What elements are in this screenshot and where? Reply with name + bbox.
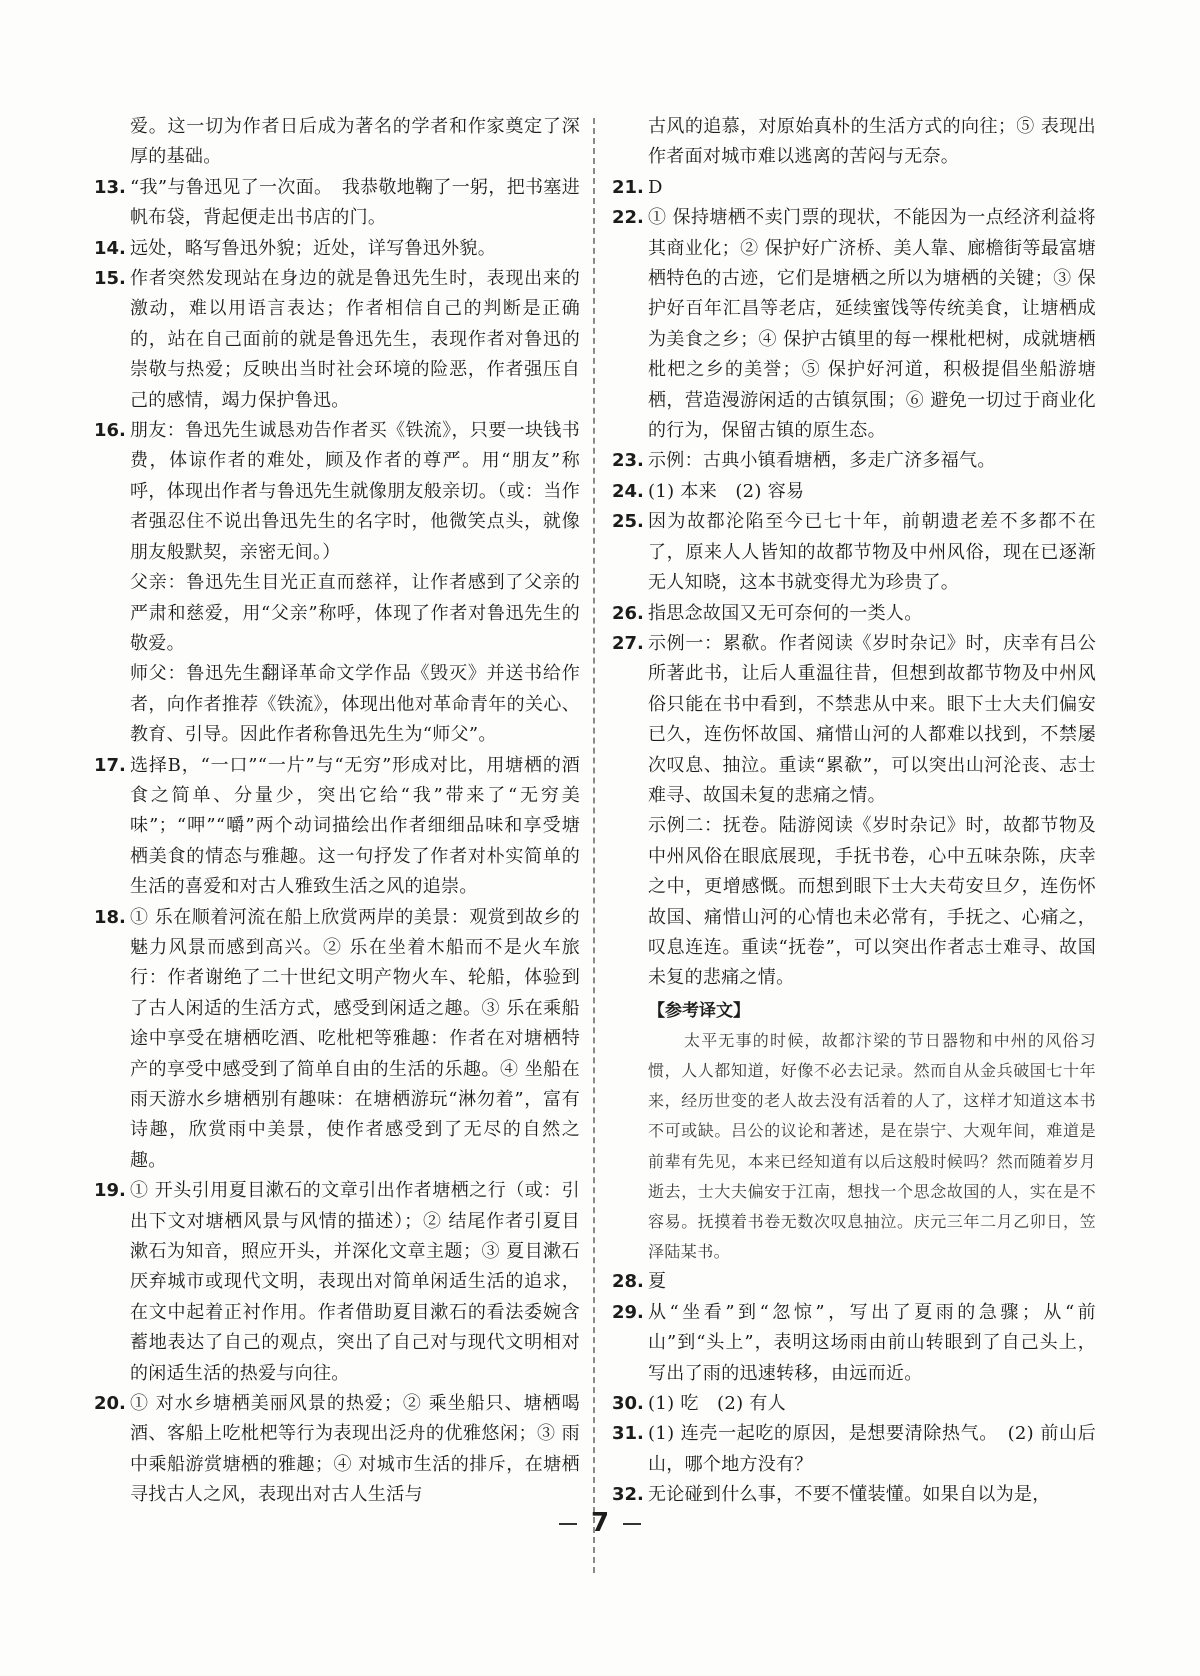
question-number: 29. bbox=[612, 1301, 644, 1323]
question-number: 13. bbox=[94, 176, 126, 198]
answer-15 bbox=[94, 264, 580, 416]
answer-text: ① 对水乡塘栖美丽风景的热爱；② 乘坐船只、塘栖喝酒、客船上吃枇杷等行为表现出泛舟的优雅悠闲；③ 雨中乘船游赏塘栖的雅趣；④ 对城市生活的排斥，在塘栖寻找古人之风，表现出对古人生活与 bbox=[130, 1393, 580, 1506]
answer-27 bbox=[612, 629, 1096, 994]
answer-text: 示例一：累欷。作者阅读《岁时杂记》时，庆幸有吕公所著此书，让后人重温往昔，但想到故都节物及中州风俗只能在书中看到，不禁悲从中来。眼下士大夫们偏安已久，连伤怀故国、痛惜山河的人都难以找到，不禁屡次叹息、抽泣。重读“累欷”，可以突出山河沦丧、志士难寻、故国未复的悲痛之情。 bbox=[648, 632, 1096, 806]
answer-text: ① 乐在顺着河流在船上欣赏两岸的美景：观赏到故乡的魅力风景而感到高兴。② 乐在坐着木船而不是火车旅行：作者谢绝了二十世纪文明产物火车、轮船，体验到了古人闲适的生活方式，感受到闲适之趣。③ 乐在乘船途中享受在塘栖吃酒、吃枇杷等雅趣：作者在对塘栖特产的享受中感受到了简单自由的生活的乐趣。④ 坐船在雨天游水乡塘栖别有趣味：在塘栖游玩“淋勿着”，富有诗趣，欣赏雨中美景，使作者感受到了无尽的自然之趣。 bbox=[130, 906, 580, 1171]
dash-right bbox=[623, 1523, 641, 1525]
answer-32 bbox=[612, 1480, 1096, 1510]
answer-text: 夏 bbox=[648, 1271, 667, 1293]
answer-text: “我”与鲁迅见了一次面。 我恭敬地鞠了一躬，把书塞进帆布袋，背起便走出书店的门。 bbox=[130, 176, 580, 229]
answer-14 bbox=[94, 234, 580, 264]
answer-text: 无论碰到什么事，不要不懂装懂。如果自以为是， bbox=[648, 1484, 1051, 1506]
question-number: 20. bbox=[94, 1393, 126, 1415]
answer-text: 作者突然发现站在身边的就是鲁迅先生时，表现出来的激动，难以用语言表达；作者相信自己的判断是正确的，站在自己面前的就是鲁迅先生，表现作者对鲁迅的崇敬与热爱；反映出当时社会环境的险恶，作者强压自己的感情，竭力保护鲁迅。 bbox=[130, 268, 580, 411]
question-number: 25. bbox=[612, 511, 644, 533]
answer-text: 指思念故国又无可奈何的一类人。 bbox=[648, 602, 923, 624]
answer-16 bbox=[94, 416, 580, 750]
answer-19 bbox=[94, 1176, 580, 1389]
answer-17 bbox=[94, 751, 580, 903]
answer-text: 示例：古典小镇看塘栖，多走广济多福气。 bbox=[648, 450, 996, 472]
question-number: 19. bbox=[94, 1180, 126, 1202]
question-number: 22. bbox=[612, 207, 644, 229]
question-number: 18. bbox=[94, 906, 126, 928]
translation-text: 太平无事的时候，故都汴梁的节日器物和中州的风俗习惯，人人都知道，好像不必去记录。然而自从金兵破国七十年来，经历世变的老人故去没有活着的人了，这样才知道这本书不可或缺。吕公的议论和著述，是在崇宁、大观年间，难道是前辈有先见，本来已经知道有以后这般时候吗？然而随着岁月逝去，士大夫偏安于江南，想找一个思念故国的人，实在是不容易。抚摸着书卷无数次叹息抽泣。庆元三年二月乙卯日，笠泽陆某书。 bbox=[648, 1030, 1096, 1262]
question-number: 14. bbox=[94, 237, 126, 259]
answer-text: 师父：鲁迅先生翻译革命文学作品《毁灭》并送书给作者，向作者推荐《铁流》，体现出他对革命青年的关心、教育、引导。因此作者称鲁迅先生为“师父”。 bbox=[130, 663, 580, 746]
answer-23 bbox=[612, 446, 1096, 476]
answer-text: (1) 连壳一起吃的原因，是想要清除热气。 (2) 前山后山，哪个地方没有？ bbox=[648, 1423, 1096, 1475]
answer-text: ① 保持塘栖不卖门票的现状，不能因为一点经济利益将其商业化；② 保护好广济桥、美人靠、廊檐街等最富塘栖特色的古迹，它们是塘栖之所以为塘栖的关键；③ 保护好百年汇昌等老店，延续蜜饯等传统美食，让塘栖成为美食之乡；④ 保护古镇里的每一棵枇杷树，成就塘栖枇杷之乡的美誉；⑤ 保护好河道，积极提倡坐船游塘栖，营造漫游闲适的古镇氛围；⑥ 避免一切过于商业化的行为，保留古镇的原生态。 bbox=[648, 207, 1096, 442]
answer-text: 朋友：鲁迅先生诚恳劝告作者买《铁流》，只要一块钱书费，体谅作者的难处，顾及作者的尊严。用“朋友”称呼，体现出作者与鲁迅先生就像朋友般亲切。（或：当作者强忍住不说出鲁迅先生的名字时，他微笑点头，就像朋友般默契，亲密无间。） bbox=[130, 420, 580, 563]
page-number bbox=[0, 1508, 1200, 1538]
answer-20-continuation: 古风的追慕，对原始真朴的生活方式的向往；⑤ 表现出作者面对城市难以逃离的苦闷与无奈。 bbox=[648, 116, 1096, 168]
question-number: 24. bbox=[612, 480, 644, 502]
question-number: 30. bbox=[612, 1393, 644, 1415]
answer-text: ① 开头引用夏目漱石的文章引出作者塘栖之行（或：引出下文对塘栖风景与风情的描述）；② 结尾作者引夏目漱石为知音，照应开头，并深化文章主题；③ 夏目漱石厌弃城市或现代文明，表现出对简单闲适生活的追求，在文中起着正衬作用。作者借助夏目漱石的看法委婉含蓄地表达了自己的观点，突出了自己对与现代文明相对的闲适生活的热爱与向往。 bbox=[130, 1180, 580, 1384]
column-divider bbox=[593, 118, 595, 1573]
question-number: 15. bbox=[94, 268, 126, 290]
translation-heading: 【参考译文】 bbox=[648, 1000, 750, 1021]
answer-20 bbox=[94, 1389, 580, 1511]
answer-26 bbox=[612, 599, 1096, 629]
question-number: 28. bbox=[612, 1271, 644, 1293]
answer-text: 示例二：抚卷。陆游阅读《岁时杂记》时，故都节物及中州风俗在眼底展现，手抚书卷，心中五味杂陈，庆幸之中，更增感慨。而想到眼下士大夫苟安旦夕，连伤怀故国、痛惜山河的心情也未必常有，手抚之、心痛之，叹息连连。重读“抚卷”，可以突出作者志士难寻、故国未复的悲痛之情。 bbox=[648, 815, 1096, 989]
answer-31 bbox=[612, 1419, 1096, 1480]
answer-30 bbox=[612, 1389, 1096, 1419]
dash-left bbox=[559, 1523, 577, 1525]
answer-25 bbox=[612, 507, 1096, 598]
answer-13 bbox=[94, 173, 580, 234]
question-number: 26. bbox=[612, 602, 644, 624]
answer-18 bbox=[94, 903, 580, 1177]
answer-22 bbox=[612, 203, 1096, 446]
answer-text: (1) 吃 (2) 有人 bbox=[648, 1393, 787, 1415]
question-number: 31. bbox=[612, 1423, 644, 1445]
answer-28 bbox=[612, 1267, 1096, 1297]
right-column bbox=[612, 112, 1096, 1511]
answer-text: 远处，略写鲁迅外貌；近处，详写鲁迅外貌。 bbox=[130, 237, 496, 259]
left-column bbox=[94, 112, 580, 1511]
answer-24 bbox=[612, 477, 1096, 507]
question-number: 17. bbox=[94, 754, 126, 776]
question-number: 27. bbox=[612, 632, 644, 654]
answer-21 bbox=[612, 173, 1096, 203]
answer-text: (1) 本来 (2) 容易 bbox=[648, 480, 805, 502]
question-number: 16. bbox=[94, 420, 126, 442]
translation-section bbox=[612, 994, 1096, 1026]
answer-16-continuation: 爱。这一切为作者日后成为著名的学者和作家奠定了深厚的基础。 bbox=[130, 116, 580, 168]
answer-text: 从“坐看”到“忽惊”，写出了夏雨的急骤；从“前山”到“头上”，表明这场雨由前山转眼到了自己头上，写出了雨的迅速转移，由远而近。 bbox=[648, 1301, 1096, 1384]
question-number: 21. bbox=[612, 176, 644, 198]
answer-text: 选择B，“一口”“一片”与“无穷”形成对比，用塘栖的酒食之简单、分量少，突出它给“我”带来了“无穷美味”；“呷”“嚼”两个动词描绘出作者细细品味和享受塘栖美食的情态与雅趣。这一句抒发了作者对朴实简单的生活的喜爱和对古人雅致生活之风的追崇。 bbox=[130, 754, 580, 898]
answer-29 bbox=[612, 1298, 1096, 1389]
answer-text: 父亲：鲁迅先生目光正直而慈祥，让作者感到了父亲的严肃和慈爱，用“父亲”称呼，体现了作者对鲁迅先生的敬爱。 bbox=[130, 572, 580, 654]
question-number: 32. bbox=[612, 1484, 644, 1506]
answer-text: 因为故都沦陷至今已七十年，前朝遗老差不多都不在了，原来人人皆知的故都节物及中州风俗，现在已逐渐无人知晓，这本书就变得尤为珍贵了。 bbox=[648, 511, 1096, 594]
answer-text: D bbox=[648, 176, 663, 198]
question-number: 23. bbox=[612, 450, 644, 472]
page-number-value: 7 bbox=[590, 1508, 610, 1538]
